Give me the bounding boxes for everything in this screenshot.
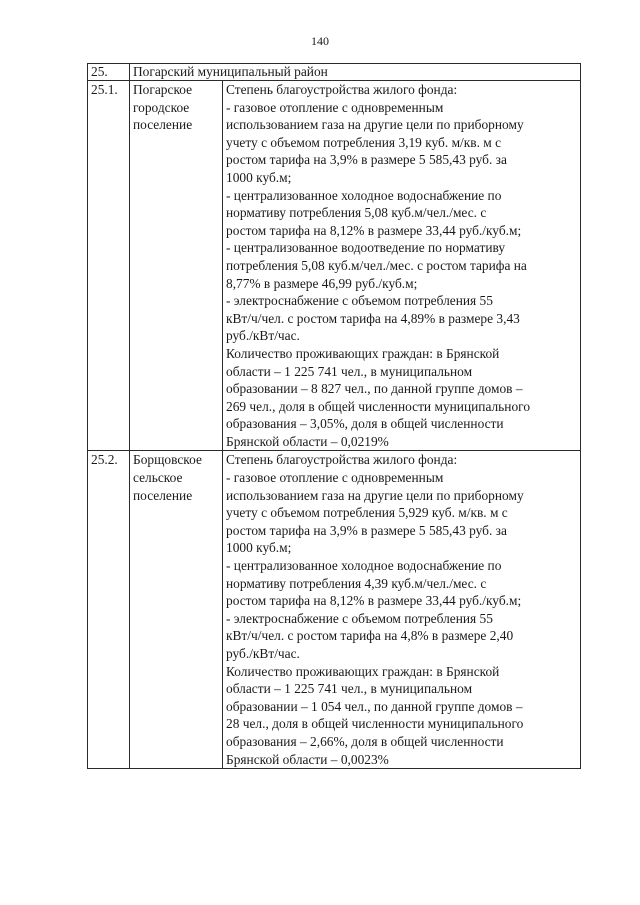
- description-line: образовании – 8 827 чел., по данной группе домов –: [226, 381, 523, 397]
- description-line: использованием газа на другие цели по приборному: [226, 117, 524, 133]
- description-line: нормативу потребления 4,39 куб.м/чел./мес. с: [226, 575, 487, 591]
- description-line: кВт/ч/чел. с ростом тарифа на 4,8% в размере 2,40: [226, 628, 514, 644]
- description-line: - газовое отопление с одновременным: [226, 99, 444, 115]
- description-line: ростом тарифа на 3,9% в размере 5 585,43 руб. за: [226, 152, 507, 168]
- header-row-number: 25.: [88, 64, 130, 81]
- description-line: - централизованное холодное водоснабжение по: [226, 558, 502, 574]
- settlement-name-line: городское: [133, 99, 190, 115]
- description-line: Количество проживающих граждан: в Брянской: [226, 663, 500, 679]
- description-line: 28 чел., доля в общей численности муниципального: [226, 716, 524, 732]
- description-line: 1000 куб.м;: [226, 540, 292, 556]
- settlement-name-line: Погарское: [133, 82, 193, 97]
- description-line: - электроснабжение с объемом потребления 55: [226, 610, 493, 626]
- description-line: 269 чел., доля в общей численности муниципального: [226, 398, 531, 414]
- housing-description: [223, 81, 581, 451]
- description-line: области – 1 225 741 чел., в муниципальном: [226, 681, 473, 697]
- description-line: Количество проживающих граждан: в Брянской: [226, 345, 500, 361]
- description-line: образования – 3,05%, доля в общей численности: [226, 416, 504, 432]
- housing-description: [223, 451, 581, 769]
- description-line: учету с объемом потребления 5,929 куб. м/кв. м с: [226, 505, 508, 521]
- table-row: [88, 81, 581, 451]
- settlement-name-line: поселение: [133, 117, 193, 133]
- settlement-name-line: поселение: [133, 487, 193, 503]
- description-line: образовании – 1 054 чел., по данной группе домов –: [226, 698, 523, 714]
- header-row-title: Погарский муниципальный район: [130, 64, 581, 81]
- description-line: потребления 5,08 куб.м/чел./мес. с ростом тарифа на: [226, 257, 527, 273]
- description-line: ростом тарифа на 8,12% в размере 33,44 руб./куб.м;: [226, 222, 522, 238]
- page-number: 140: [311, 34, 329, 48]
- description-line: - газовое отопление с одновременным: [226, 470, 444, 486]
- description-line: Брянской области – 0,0023%: [226, 751, 389, 767]
- description-line: 1000 куб.м;: [226, 169, 292, 185]
- description-line: руб./кВт/час.: [226, 646, 300, 661]
- table-header-row: [88, 64, 581, 81]
- description-line: - централизованное водоотведение по нормативу: [226, 240, 506, 256]
- description-line: - централизованное холодное водоснабжение по: [226, 187, 502, 203]
- row-number: 25.1.: [88, 81, 130, 451]
- description-line: образования – 2,66%, доля в общей численности: [226, 733, 504, 749]
- description-line: - электроснабжение с объемом потребления 55: [226, 293, 493, 309]
- description-line: использованием газа на другие цели по приборному: [226, 487, 524, 503]
- description-line: 8,77% в размере 46,99 руб./куб.м;: [226, 275, 418, 291]
- row-number: 25.2.: [88, 451, 130, 769]
- settlement-name: [130, 451, 223, 769]
- description-line: учету с объемом потребления 3,19 куб. м/кв. м с: [226, 134, 502, 150]
- settlement-name-line: сельское: [133, 470, 183, 486]
- description-line: области – 1 225 741 чел., в муниципальном: [226, 363, 473, 379]
- description-line: ростом тарифа на 3,9% в размере 5 585,43 руб. за: [226, 522, 507, 538]
- description-line: ростом тарифа на 8,12% в размере 33,44 руб./куб.м;: [226, 593, 522, 609]
- table-row: [88, 451, 581, 769]
- settlement-name: [130, 81, 223, 451]
- settlement-name-line: Борщовское: [133, 452, 202, 468]
- tariff-table: [87, 63, 581, 769]
- description-line: Брянской области – 0,0219%: [226, 433, 389, 449]
- description-line: Степень благоустройства жилого фонда:: [226, 82, 458, 97]
- description-line: руб./кВт/час.: [226, 328, 300, 344]
- description-line: нормативу потребления 5,08 куб.м/чел./мес. с: [226, 205, 487, 221]
- description-line: Степень благоустройства жилого фонда:: [226, 452, 458, 468]
- description-line: кВт/ч/чел. с ростом тарифа на 4,89% в размере 3,43: [226, 310, 520, 326]
